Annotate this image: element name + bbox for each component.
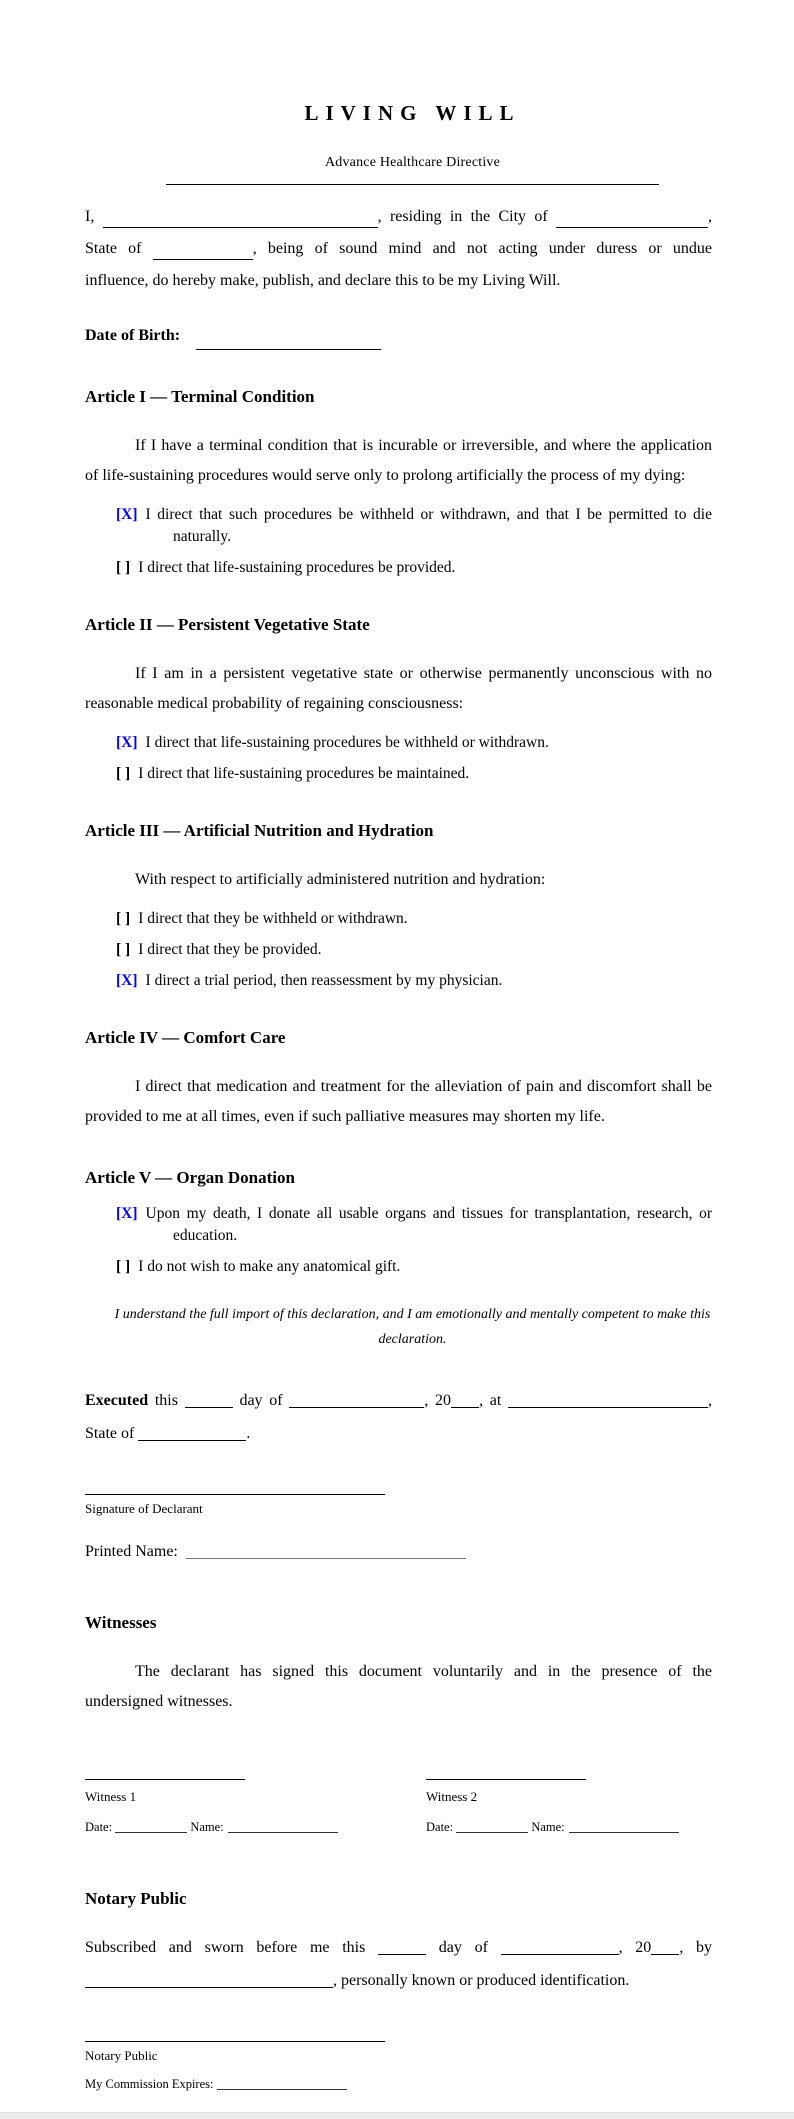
checkbox[interactable]: [ ] xyxy=(116,765,131,782)
option-row xyxy=(85,557,712,579)
date-of-birth-row xyxy=(85,321,712,351)
option-row xyxy=(85,763,712,785)
opening-paragraph xyxy=(85,201,712,297)
article-paragraph xyxy=(85,431,712,491)
execution-year-field[interactable] xyxy=(451,1395,479,1408)
checkbox[interactable]: [X] xyxy=(116,972,138,989)
option-row xyxy=(85,732,712,754)
date-of-birth-label: Date of Birth: xyxy=(85,327,181,344)
notary-line-2 xyxy=(85,1964,712,1997)
opening-line-1 xyxy=(85,201,712,233)
notary-paragraph xyxy=(85,1931,712,1997)
article-3-artificial-nutrition-hydration xyxy=(85,819,712,992)
period-text: . xyxy=(246,1425,251,1442)
comma-text: , xyxy=(708,208,713,225)
state-field[interactable] xyxy=(153,247,253,260)
opening-line-3: influence, do hereby make, publish, and declare this to be my Living Will. xyxy=(85,272,561,289)
checkbox[interactable]: [ ] xyxy=(116,559,131,576)
article-1-terminal-condition xyxy=(85,385,712,579)
witnesses-paragraph xyxy=(85,1657,712,1717)
execution-state-line xyxy=(85,1417,712,1450)
option-label: Upon my death, I donate all usable organs and tissues for transplantation, research, or education. xyxy=(145,1205,712,1244)
execution-section xyxy=(85,1384,712,1450)
witness-1-column xyxy=(85,1759,426,1835)
notary-declarant-name-field[interactable] xyxy=(85,1975,333,1988)
sound-mind-text: , being of sound mind and not acting under duress or undue xyxy=(252,240,713,257)
paragraph-line: reasonable medical probability of regaining consciousness: xyxy=(85,695,464,712)
witness-2-date-name-row xyxy=(426,1819,679,1835)
declarant-signature-line[interactable] xyxy=(85,1470,385,1495)
article-2-persistent-vegetative-state xyxy=(85,613,712,785)
printed-name-row xyxy=(85,1537,712,1567)
option-row xyxy=(85,504,712,548)
option-label: I direct that they be provided. xyxy=(138,941,322,958)
witness-1-name-field[interactable] xyxy=(228,1823,338,1833)
witnesses-section xyxy=(85,1611,712,1835)
article-options xyxy=(85,908,712,992)
option-row xyxy=(85,970,712,992)
article-paragraph xyxy=(85,865,712,895)
witness-2-signature-line[interactable] xyxy=(426,1759,586,1780)
notary-line-1 xyxy=(85,1931,712,1964)
article-paragraph xyxy=(85,1072,712,1132)
notary-day-field[interactable] xyxy=(378,1942,426,1955)
commission-row xyxy=(85,2076,712,2092)
article-heading: Article V — Organ Donation xyxy=(85,1168,295,1187)
witness-2-label: Witness 2 xyxy=(426,1789,478,1804)
at-text: , at xyxy=(479,1392,502,1409)
printed-name-label: Printed Name: xyxy=(85,1543,178,1560)
checkbox[interactable]: [X] xyxy=(116,506,138,523)
checkbox[interactable]: [ ] xyxy=(116,1258,131,1275)
document-header xyxy=(85,100,712,185)
notary-signature-block xyxy=(85,2017,712,2092)
option-row xyxy=(85,908,712,930)
option-label: I direct a trial period, then reassessment by my physician. xyxy=(145,972,503,989)
witness-2-name-field[interactable] xyxy=(569,1823,679,1833)
article-heading: Article II — Persistent Vegetative State xyxy=(85,615,370,634)
witness-2-date-field[interactable] xyxy=(456,1823,528,1833)
execution-month-field[interactable] xyxy=(289,1395,424,1408)
option-label: I do not wish to make any anatomical gift. xyxy=(138,1258,401,1275)
declaration-line: I understand the full import of this declaration, and I am emotionally and mentally competent to make this xyxy=(114,1307,711,1322)
day-of-text: day of xyxy=(438,1939,488,1956)
paragraph-line: of life-sustaining procedures would serve only to prolong artificially the process of my dying: xyxy=(85,467,686,484)
article-heading: Article IV — Comfort Care xyxy=(85,1028,286,1047)
witnesses-heading: Witnesses xyxy=(85,1613,157,1632)
year-prefix-text: , 20 xyxy=(618,1939,652,1956)
option-label: I direct that life-sustaining procedures be withheld or withdrawn. xyxy=(145,734,549,751)
page-bottom-strip xyxy=(0,2112,794,2119)
paragraph-line: The declarant has signed this document voluntarily and in the presence of the xyxy=(135,1663,712,1680)
executed-label: Executed xyxy=(85,1392,149,1409)
witness-1-label: Witness 1 xyxy=(85,1789,137,1804)
date-label: Date: xyxy=(85,1820,113,1834)
article-options xyxy=(85,1203,712,1278)
option-label: I direct that they be withheld or withdrawn. xyxy=(138,910,408,927)
witness-columns xyxy=(85,1759,712,1835)
year-prefix-text: , 20 xyxy=(424,1392,452,1409)
document-subtitle: Advance Healthcare Directive xyxy=(324,155,501,170)
executed-line xyxy=(85,1384,712,1417)
witness-1-date-field[interactable] xyxy=(115,1823,187,1833)
checkbox[interactable]: [X] xyxy=(116,1205,138,1222)
competency-declaration xyxy=(85,1302,712,1352)
declarant-name-field[interactable] xyxy=(103,215,378,228)
execution-day-field[interactable] xyxy=(185,1395,233,1408)
notary-signature-label: Notary Public xyxy=(85,2048,158,2063)
comma-text: , xyxy=(708,1392,713,1409)
witness-1-date-name-row xyxy=(85,1819,426,1835)
article-paragraph xyxy=(85,659,712,719)
state-of-text: State of xyxy=(85,1425,135,1442)
paragraph-line: If I have a terminal condition that is incurable or irreversible, and where the application xyxy=(135,437,712,454)
header-divider xyxy=(166,184,659,185)
witness-1-signature-line[interactable] xyxy=(85,1759,245,1780)
article-heading: Article III — Artificial Nutrition and Hydration xyxy=(85,821,434,840)
option-label: I direct that life-sustaining procedures be provided. xyxy=(138,559,456,576)
article-options xyxy=(85,732,712,785)
notary-section xyxy=(85,1887,712,2092)
declarant-signature-block xyxy=(85,1470,712,1567)
page-title: LIVING WILL xyxy=(304,101,521,125)
declarant-signature-label: Signature of Declarant xyxy=(85,1501,203,1516)
printed-name-field[interactable] xyxy=(186,1546,466,1559)
this-text: this xyxy=(154,1392,178,1409)
opening-line-2 xyxy=(85,233,712,265)
state-of-text: State of xyxy=(85,240,142,257)
by-text: , by xyxy=(679,1939,713,1956)
declaration-line: declaration. xyxy=(378,1332,447,1347)
execution-place-field[interactable] xyxy=(508,1395,708,1408)
execution-state-field[interactable] xyxy=(138,1428,246,1441)
identification-text: , personally known or produced identification. xyxy=(333,1972,630,1989)
article-heading: Article I — Terminal Condition xyxy=(85,387,315,406)
name-label: Name: xyxy=(531,1820,565,1834)
date-label: Date: xyxy=(426,1820,454,1834)
article-5-organ-donation xyxy=(85,1166,712,1278)
paragraph-line: undersigned witnesses. xyxy=(85,1693,233,1710)
option-row xyxy=(85,1256,712,1278)
day-of-text: day of xyxy=(239,1392,283,1409)
witness-2-column xyxy=(426,1759,679,1835)
sworn-text: Subscribed and sworn before me this xyxy=(85,1939,366,1956)
notary-heading: Notary Public xyxy=(85,1889,187,1908)
option-row xyxy=(85,939,712,961)
checkbox[interactable]: [X] xyxy=(116,734,138,751)
paragraph-line: I direct that medication and treatment for the alleviation of pain and discomfort shall be xyxy=(135,1078,712,1095)
article-4-comfort-care xyxy=(85,1026,712,1132)
article-options xyxy=(85,504,712,579)
opening-i-label: I, xyxy=(85,208,95,225)
paragraph-line: If I am in a persistent vegetative state or otherwise permanently unconscious with no xyxy=(135,665,712,682)
notary-month-field[interactable] xyxy=(501,1942,619,1955)
option-row xyxy=(85,1203,712,1247)
notary-signature-line[interactable] xyxy=(85,2017,385,2042)
paragraph-line: provided to me at all times, even if such palliative measures may shorten my life. xyxy=(85,1108,605,1125)
option-label: I direct that such procedures be withheld or withdrawn, and that I be permitted to die naturally. xyxy=(145,506,712,545)
paragraph-line: With respect to artificially administered nutrition and hydration: xyxy=(135,871,546,888)
notary-year-field[interactable] xyxy=(651,1942,679,1955)
checkbox[interactable]: [ ] xyxy=(116,941,131,958)
date-of-birth-field[interactable] xyxy=(196,337,381,350)
name-label: Name: xyxy=(190,1820,224,1834)
residing-text: , residing in the City of xyxy=(377,208,548,225)
commission-label: My Commission Expires: xyxy=(85,2077,214,2091)
checkbox[interactable]: [ ] xyxy=(116,910,131,927)
city-field[interactable] xyxy=(556,215,708,228)
option-label: I direct that life-sustaining procedures be maintained. xyxy=(138,765,470,782)
commission-date-field[interactable] xyxy=(217,2080,347,2090)
